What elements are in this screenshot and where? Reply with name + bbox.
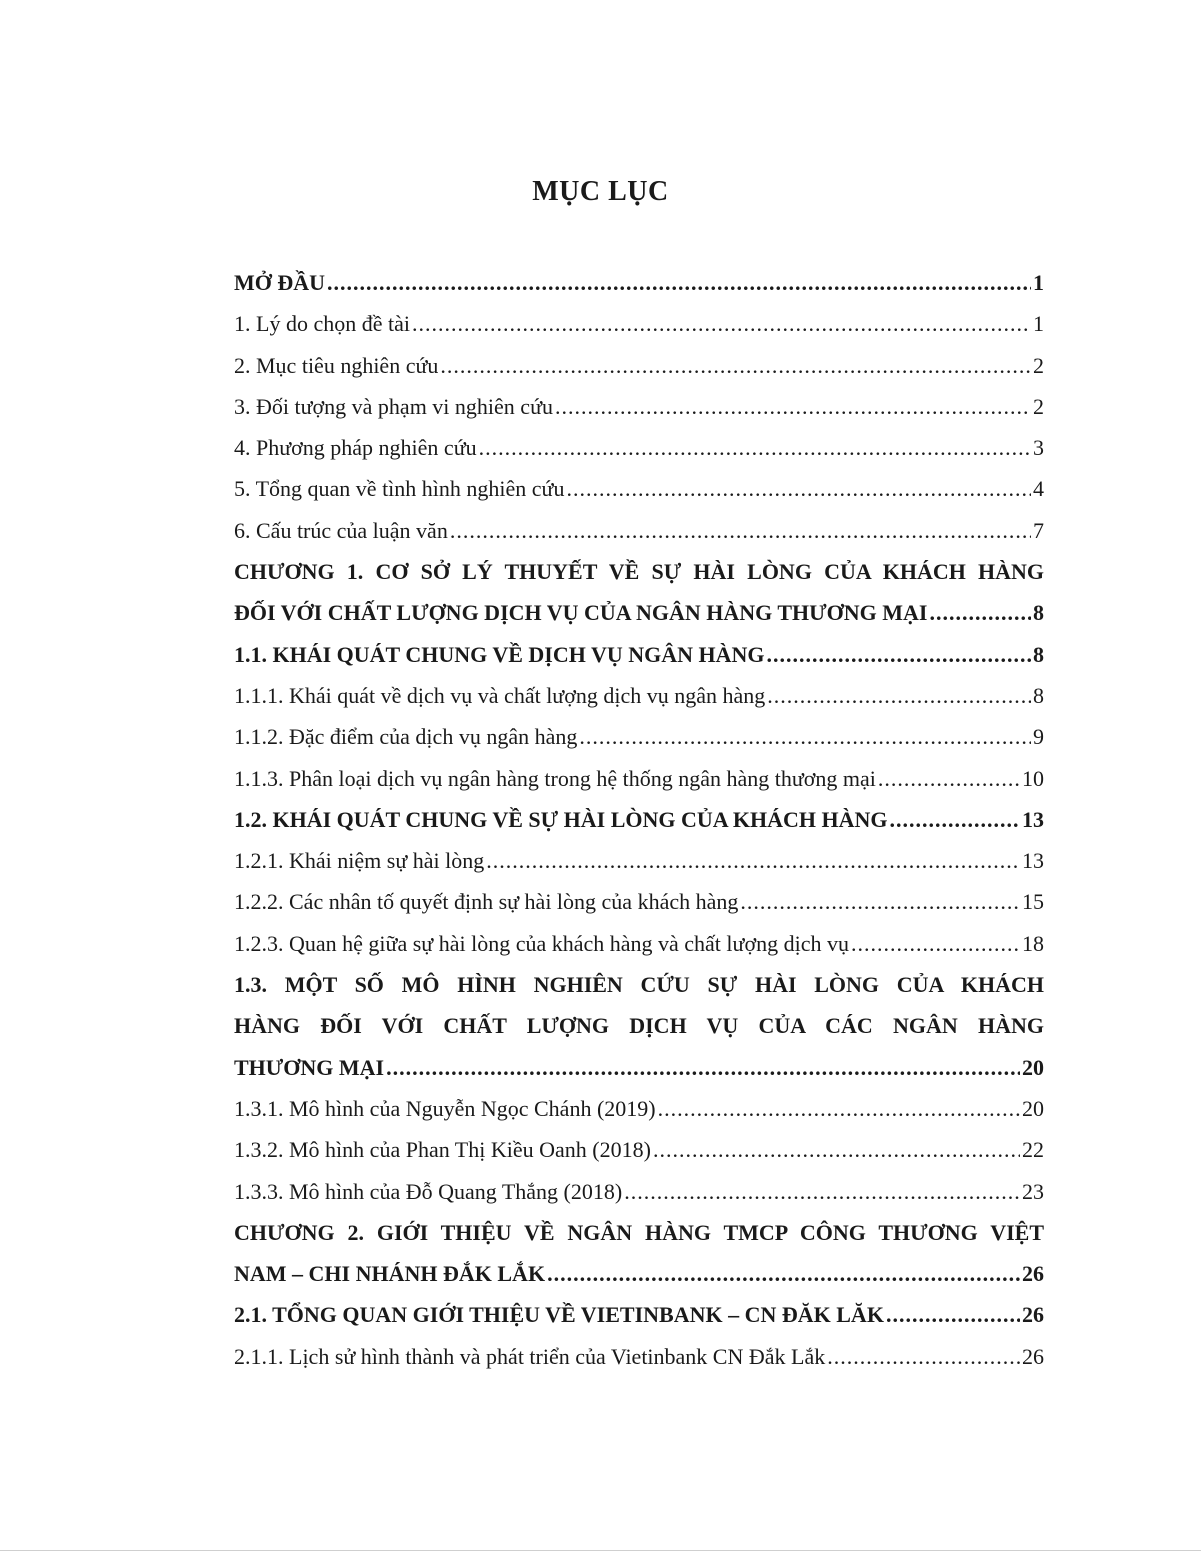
toc-page-number: 3 (1033, 435, 1044, 461)
toc-entry-line: CHƯƠNG 2. GIỚI THIỆU VỀ NGÂN HÀNG TMCP CÔNG THƯƠNG VIỆT (234, 1219, 1044, 1245)
dot-leader (547, 1253, 1020, 1294)
toc-page-number: 8 (1033, 600, 1044, 626)
toc-page-number: 26 (1022, 1261, 1044, 1287)
dot-leader (479, 427, 1031, 468)
toc-entry-title: 1.1.3. Phân loại dịch vụ ngân hàng trong hệ thống ngân hàng thương mại (234, 765, 876, 791)
toc-entry[interactable] (234, 262, 1044, 303)
toc-page-number: 2 (1033, 393, 1044, 419)
dot-leader (450, 510, 1031, 551)
dot-leader (624, 1171, 1020, 1212)
dot-leader (412, 303, 1031, 344)
toc-entry[interactable] (234, 427, 1044, 468)
toc-page-number: 1 (1033, 270, 1044, 295)
dot-leader (579, 716, 1031, 757)
toc-page-number: 8 (1033, 641, 1044, 667)
toc-entry[interactable] (234, 634, 1044, 675)
toc-entry[interactable] (234, 923, 1044, 964)
toc-page-number: 22 (1022, 1137, 1044, 1163)
toc-entry[interactable] (234, 799, 1044, 840)
toc-entry-title: 1.3.3. Mô hình của Đỗ Quang Thắng (2018) (234, 1178, 623, 1204)
toc-entry[interactable] (234, 386, 1044, 427)
toc-page-number: 1 (1033, 311, 1044, 337)
toc-entry-title: 1.2.2. Các nhân tố quyết định sự hài lòng của khách hàng (234, 889, 739, 915)
toc-entry[interactable] (234, 510, 1044, 551)
toc-page-number: 26 (1022, 1302, 1044, 1328)
toc-entry-title: 2.1.1. Lịch sử hình thành và phát triển của Vietinbank CN Đắk Lắk (234, 1343, 826, 1369)
toc-entry[interactable] (234, 551, 1044, 634)
dot-leader (851, 923, 1020, 964)
toc-entry-title: 6. Cấu trúc của luận văn (234, 517, 448, 543)
dot-leader (740, 881, 1020, 922)
toc-entry-title: 1.3.2. Mô hình của Phan Thị Kiều Oanh (2018) (234, 1137, 651, 1163)
toc-page-number: 2 (1033, 352, 1044, 378)
toc-entry[interactable] (234, 1294, 1044, 1335)
dot-leader (890, 799, 1020, 840)
toc-page-number: 26 (1022, 1343, 1044, 1369)
dot-leader (886, 1294, 1020, 1335)
toc-entry[interactable] (234, 1212, 1044, 1295)
toc-page-number: 4 (1033, 476, 1044, 502)
toc-entry-title: 1.2. KHÁI QUÁT CHUNG VỀ SỰ HÀI LÒNG CỦA KHÁCH HÀNG (234, 806, 888, 832)
toc-entry-title: 1.1.2. Đặc điểm của dịch vụ ngân hàng (234, 724, 578, 750)
toc-page-number: 9 (1033, 724, 1044, 750)
dot-leader (327, 262, 1031, 303)
dot-leader (440, 345, 1031, 386)
dot-leader (386, 1047, 1020, 1088)
toc-entry[interactable] (234, 675, 1044, 716)
toc-entry-line: CHƯƠNG 1. CƠ SỞ LÝ THUYẾT VỀ SỰ HÀI LÒNG CỦA KHÁCH HÀNG (234, 559, 1044, 585)
dot-leader (653, 1129, 1020, 1170)
toc-entry[interactable] (234, 881, 1044, 922)
dot-leader (486, 840, 1020, 881)
toc-page-number: 15 (1022, 889, 1044, 915)
toc-page-number: 7 (1033, 517, 1044, 543)
toc-page-number: 20 (1022, 1054, 1044, 1080)
dot-leader (929, 592, 1031, 633)
table-of-contents (234, 262, 1044, 1377)
dot-leader (767, 634, 1032, 675)
dot-leader (566, 468, 1031, 509)
dot-leader (827, 1336, 1020, 1377)
toc-entry-title: 1.2.1. Khái niệm sự hài lòng (234, 848, 485, 874)
toc-entry-title: 4. Phương pháp nghiên cứu (234, 435, 477, 461)
toc-entry-line: HÀNG ĐỐI VỚI CHẤT LƯỢNG DỊCH VỤ CỦA CÁC NGÂN HÀNG (234, 1013, 1044, 1039)
toc-entry-title: 1. Lý do chọn đề tài (234, 311, 410, 337)
toc-page-number: 18 (1022, 930, 1044, 956)
toc-entry[interactable] (234, 840, 1044, 881)
toc-entry[interactable] (234, 758, 1044, 799)
page-edge-divider (0, 1550, 1201, 1551)
dot-leader (658, 1088, 1020, 1129)
toc-page-number: 10 (1022, 765, 1044, 791)
toc-entry-title: NAM – CHI NHÁNH ĐẮK LẮK (234, 1261, 546, 1287)
toc-entry[interactable] (234, 1129, 1044, 1170)
page-title: MỤC LỤC (532, 176, 669, 207)
toc-entry[interactable] (234, 1088, 1044, 1129)
toc-entry-title: 1.3.1. Mô hình của Nguyễn Ngọc Chánh (2019) (234, 1095, 656, 1121)
toc-entry-title: 1.1. KHÁI QUÁT CHUNG VỀ DỊCH VỤ NGÂN HÀNG (234, 641, 765, 667)
toc-entry[interactable] (234, 716, 1044, 757)
toc-entry-title: 2.1. TỔNG QUAN GIỚI THIỆU VỀ VIETINBANK – CN ĐĂK LĂK (234, 1302, 884, 1328)
toc-page-number: 8 (1033, 682, 1044, 708)
toc-entry[interactable] (234, 468, 1044, 509)
toc-entry-title: 2. Mục tiêu nghiên cứu (234, 352, 439, 378)
toc-entry-title: MỞ ĐẦU (234, 270, 326, 295)
toc-page-number: 13 (1022, 806, 1044, 832)
toc-entry[interactable] (234, 303, 1044, 344)
toc-entry[interactable] (234, 345, 1044, 386)
toc-entry-title: ĐỐI VỚI CHẤT LƯỢNG DỊCH VỤ CỦA NGÂN HÀNG THƯƠNG MẠI (234, 600, 928, 626)
dot-leader (767, 675, 1031, 716)
toc-page-number: 20 (1022, 1095, 1044, 1121)
dot-leader (878, 758, 1020, 799)
toc-entry[interactable] (234, 964, 1044, 1088)
toc-entry-title: 1.2.3. Quan hệ giữa sự hài lòng của khách hàng và chất lượng dịch vụ (234, 930, 849, 956)
toc-page-number: 23 (1022, 1178, 1044, 1204)
toc-entry-line: 1.3. MỘT SỐ MÔ HÌNH NGHIÊN CỨU SỰ HÀI LÒNG CỦA KHÁCH (234, 972, 1044, 998)
toc-entry-title: 1.1.1. Khái quát về dịch vụ và chất lượng dịch vụ ngân hàng (234, 682, 766, 708)
toc-page-number: 13 (1022, 848, 1044, 874)
toc-entry-title: 3. Đối tượng và phạm vi nghiên cứu (234, 393, 553, 419)
toc-entry-title: 5. Tổng quan về tình hình nghiên cứu (234, 476, 565, 502)
toc-entry-title: THƯƠNG MẠI (234, 1054, 385, 1080)
toc-entry[interactable] (234, 1336, 1044, 1377)
dot-leader (555, 386, 1031, 427)
toc-entry[interactable] (234, 1171, 1044, 1212)
